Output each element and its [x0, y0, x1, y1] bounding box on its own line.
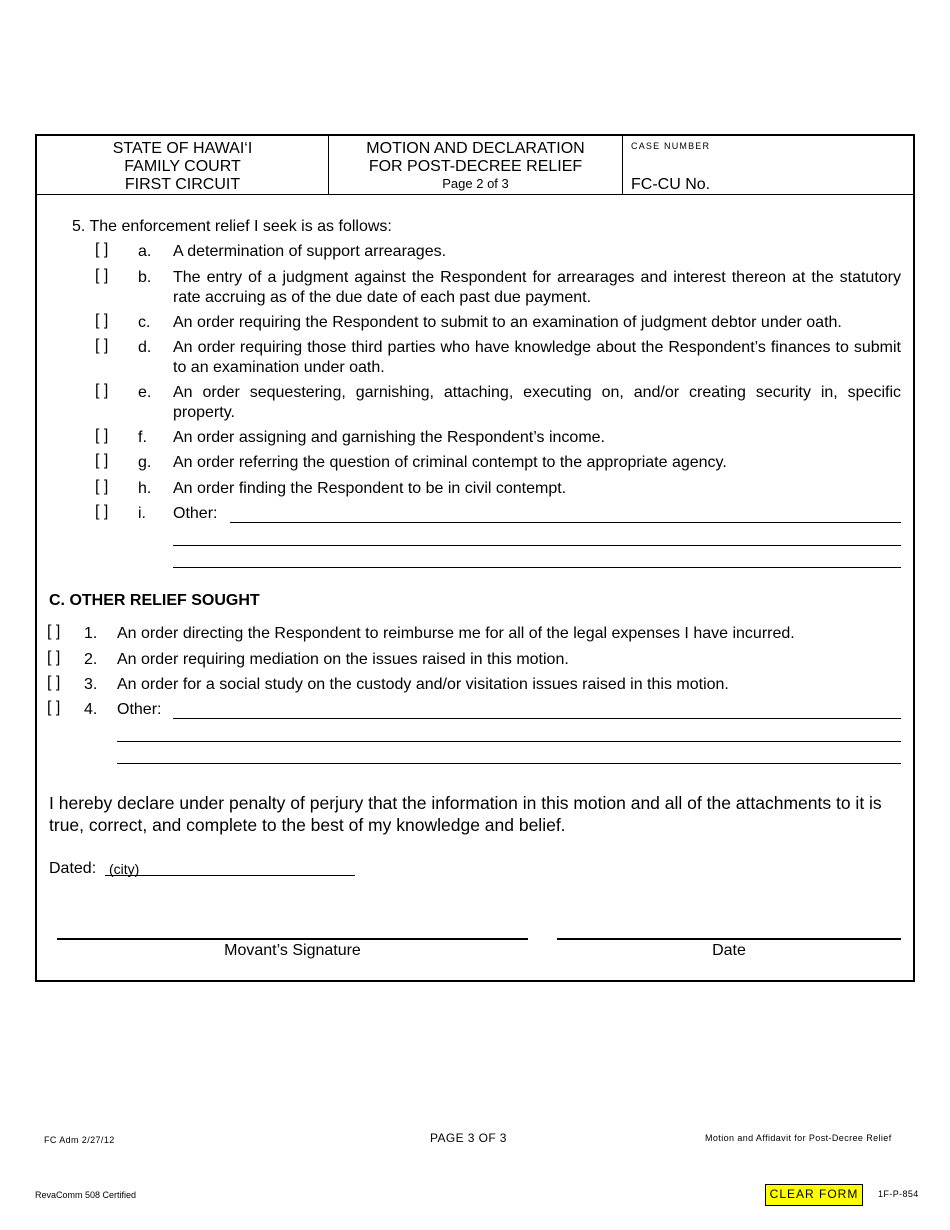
item-c3-number: 3.: [84, 676, 98, 693]
item-g-text: An order referring the question of criminal contempt to the appropriate agency.: [173, 454, 727, 471]
item-d-text: An order requiring those third parties who have knowledge about the Respondent’s finances to submit to an examination under oath.: [173, 339, 901, 376]
date-line[interactable]: [557, 938, 901, 940]
checkbox-b[interactable]: [ ]: [95, 267, 109, 284]
checkbox-c2[interactable]: [ ]: [47, 649, 61, 666]
checkbox-e[interactable]: [ ]: [95, 382, 109, 399]
court-name-cell: [37, 136, 329, 194]
checkbox-f[interactable]: [ ]: [95, 427, 109, 444]
checkbox-c3[interactable]: [ ]: [47, 674, 61, 691]
item-c-text: An order requiring the Respondent to submit to an examination of judgment debtor under oath.: [173, 314, 842, 331]
item-c4-other-line-3[interactable]: [117, 763, 901, 764]
item-c2-text: An order requiring mediation on the issues raised in this motion.: [117, 651, 569, 668]
item-i-label: Other:: [173, 505, 218, 522]
case-number-cell[interactable]: [623, 136, 913, 194]
checkbox-a[interactable]: [ ]: [95, 241, 109, 258]
item-a-text: A determination of support arrearages.: [173, 243, 447, 260]
checkbox-i[interactable]: [ ]: [95, 503, 109, 520]
item-c2-number: 2.: [84, 651, 98, 668]
case-number-label: CASE NUMBER: [631, 141, 711, 151]
footer-form-code: 1F-P-854: [878, 1189, 919, 1199]
item-c1-number: 1.: [84, 625, 98, 642]
item-c1-text: An order directing the Respondent to reimburse me for all of the legal expenses I have incurred.: [117, 625, 795, 642]
footer-form-title: Motion and Affidavit for Post-Decree Relief: [705, 1133, 892, 1143]
court-line-circuit: FIRST CIRCUIT: [124, 176, 241, 193]
form-frame: [35, 134, 915, 982]
footer-certified: RevaComm 508 Certified: [35, 1190, 137, 1200]
item-h-letter: h.: [138, 480, 152, 497]
form-title-line-1: MOTION AND DECLARATION: [366, 140, 585, 157]
other-relief-heading: C. OTHER RELIEF SOUGHT: [49, 592, 260, 609]
item-c4-other-line-1[interactable]: [173, 718, 901, 719]
item-c4-other-line-2[interactable]: [117, 741, 901, 742]
item-i-other-line-1[interactable]: [230, 522, 901, 523]
item-h-text: An order finding the Respondent to be in civil contempt.: [173, 480, 567, 497]
signature-label: Movant’s Signature: [224, 942, 361, 959]
clear-form-button[interactable]: CLEAR FORM: [765, 1184, 863, 1206]
case-number-field[interactable]: FC-CU No.: [631, 176, 711, 193]
item-e-letter: e.: [138, 384, 152, 401]
item-i-other-line-2[interactable]: [173, 545, 901, 546]
page-indicator: Page 2 of 3: [442, 176, 509, 191]
form-title-line-2: FOR POST-DECREE RELIEF: [368, 158, 583, 175]
item-c4-label: Other:: [117, 701, 162, 718]
checkbox-h[interactable]: [ ]: [95, 478, 109, 495]
checkbox-d[interactable]: [ ]: [95, 337, 109, 354]
checkbox-g[interactable]: [ ]: [95, 452, 109, 469]
item-a-letter: a.: [138, 243, 152, 260]
date-label: Date: [712, 942, 746, 959]
footer-form-id: FC Adm 2/27/12: [44, 1135, 115, 1145]
dated-city-field[interactable]: (city): [109, 861, 140, 877]
declaration-text: I hereby declare under penalty of perjury that the information in this motion and all of the attachments to it is true, correct, and complete to the best of my knowledge and belief.: [49, 793, 882, 835]
item-i-other-line-3[interactable]: [173, 567, 901, 568]
item-c-letter: c.: [138, 314, 151, 331]
checkbox-c4[interactable]: [ ]: [47, 699, 61, 716]
court-line-state: STATE OF HAWAI‘I: [112, 140, 253, 157]
item-c4-number: 4.: [84, 701, 98, 718]
signature-line[interactable]: [57, 938, 528, 940]
item-i-letter: i.: [138, 505, 146, 522]
item-e-text: An order sequestering, garnishing, attaching, executing on, and/or creating security in, specific property.: [173, 384, 901, 421]
item-b-letter: b.: [138, 269, 152, 286]
item-f-letter: f.: [138, 429, 147, 446]
item-c3-text: An order for a social study on the custody and/or visitation issues raised in this motion.: [117, 676, 729, 693]
dated-label: Dated:: [49, 860, 97, 877]
item-g-letter: g.: [138, 454, 152, 471]
enforcement-intro: 5. The enforcement relief I seek is as follows:: [72, 218, 392, 235]
dated-line: [105, 875, 355, 876]
court-line-family: FAMILY COURT: [124, 158, 241, 175]
checkbox-c1[interactable]: [ ]: [47, 623, 61, 640]
item-d-letter: d.: [138, 339, 152, 356]
item-f-text: An order assigning and garnishing the Respondent’s income.: [173, 429, 605, 446]
form-header: [37, 136, 913, 195]
checkbox-c[interactable]: [ ]: [95, 312, 109, 329]
footer-page-number: PAGE 3 OF 3: [430, 1131, 507, 1145]
form-title-cell: [329, 136, 623, 194]
item-b-text: The entry of a judgment against the Respondent for arrearages and interest thereon at the statutory rate accruing as of the due date of each past due payment.: [173, 269, 901, 306]
